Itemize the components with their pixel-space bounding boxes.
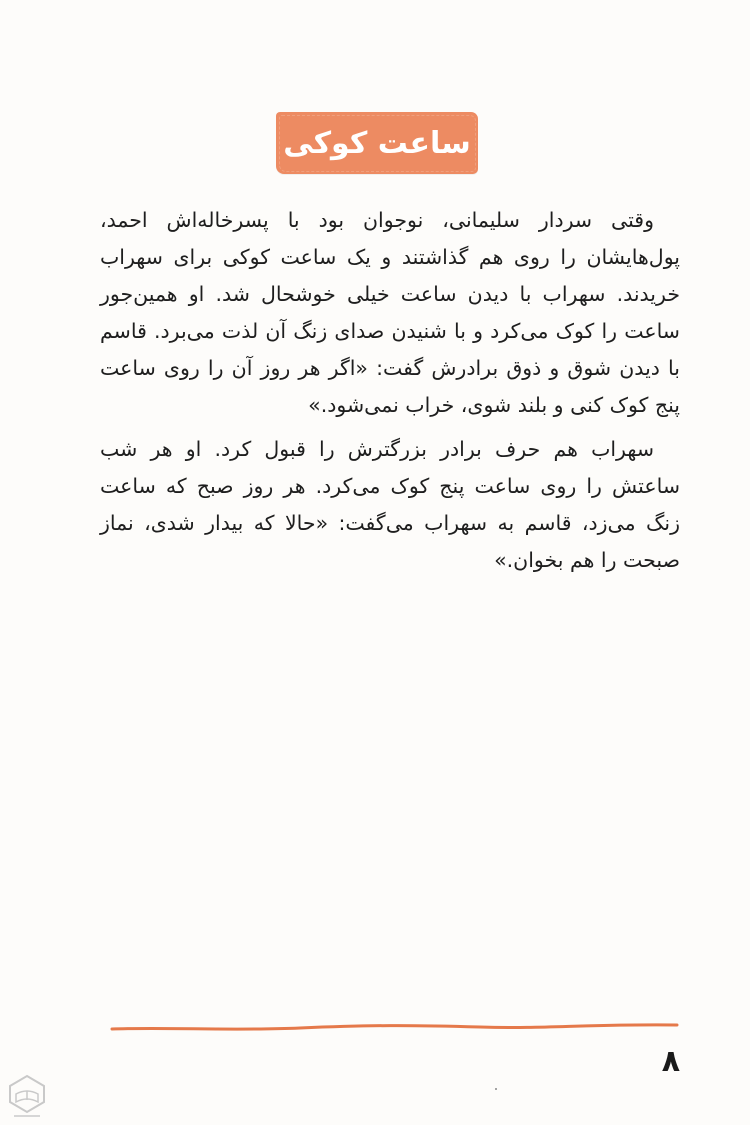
story-text xyxy=(100,202,680,579)
footer-divider-line xyxy=(110,1018,680,1038)
page-number: ۸ xyxy=(661,1044,680,1079)
paragraph-1: وقتی سردار سلیمانی، نوجوان بود با پسرخاله‌اش احمد، پول‌هایشان را روی هم گذاشتند و یک ساعت کوکی برای سهراب خریدند. سهراب با دیدن ساعت خیلی خوشحال شد. او همین‌جور ساعت را کوک می‌کرد و با شنیدن صدای زنگ آن لذت می‌برد. قاسم با دیدن شوق و ذوق برادرش گفت: «اگر هر روز آن را روی ساعت پنج کوک کنی و بلند شوی، خراب نمی‌شود.» xyxy=(100,208,680,417)
paragraph-2: سهراب هم حرف برادر بزرگترش را قبول کرد. او هر شب ساعتش را روی ساعت پنج کوک می‌کرد. هر روز صبح که ساعت زنگ می‌زد، قاسم به سهراب می‌گفت: «حالا که بیدار شدی، نماز صبحت را هم بخوان.» xyxy=(100,437,680,572)
book-emblem-icon xyxy=(4,1072,50,1120)
page-title: ساعت کوکی xyxy=(283,125,471,161)
title-badge xyxy=(276,112,478,174)
speck xyxy=(495,1088,497,1090)
